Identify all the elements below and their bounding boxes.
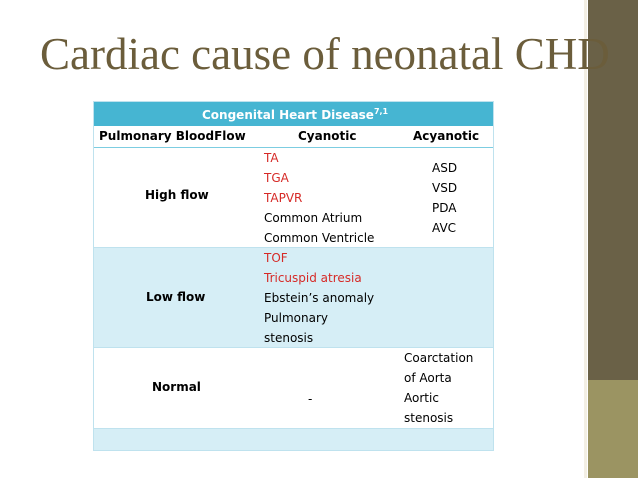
table-banner: [94, 102, 493, 126]
sidebar-accent-block: [588, 380, 638, 478]
cyanotic-item-tapvr: TAPVR: [264, 191, 303, 205]
cyanotic-item-stenosis: stenosis: [264, 331, 314, 345]
table-row-low-flow: [94, 248, 493, 348]
high-flow-acyanotic-list: [432, 158, 457, 238]
row-label-normal: Normal: [152, 380, 201, 394]
cyanotic-item-tga: TGA: [264, 171, 289, 185]
acyanotic-item-coarctation: Coarctation: [404, 351, 474, 365]
normal-acyanotic-list: [404, 348, 473, 428]
high-flow-cyanotic-list: [264, 148, 374, 248]
chd-table: [93, 101, 494, 451]
cyanotic-item-common-ventricle: Common Ventricle: [264, 231, 375, 245]
header-pulmonary-blood-flow: Pulmonary BloodFlow: [99, 129, 246, 143]
cyanotic-item-ebsteins-anomaly: Ebstein’s anomaly: [264, 291, 375, 305]
table-banner-superscript: 7,1: [373, 107, 389, 116]
row-label-high-flow: High flow: [145, 188, 209, 202]
acyanotic-item-aortic: Aortic: [404, 391, 439, 405]
acyanotic-item-of-aorta: of Aorta: [404, 371, 452, 385]
acyanotic-item-aortic-stenosis: stenosis: [404, 411, 454, 425]
acyanotic-item-pda: PDA: [432, 201, 457, 215]
acyanotic-item-vsd: VSD: [432, 181, 458, 195]
acyanotic-item-avc: AVC: [432, 221, 457, 235]
table-header-row: [94, 126, 493, 148]
acyanotic-item-asd: ASD: [432, 161, 458, 175]
slide-title: Cardiac cause of neonatal CHD: [40, 29, 610, 79]
table-footer-row: [94, 429, 493, 450]
table-row-normal: [94, 348, 493, 429]
low-flow-cyanotic-list: [264, 248, 374, 348]
table-row-high-flow: [94, 148, 493, 248]
table-banner-text: [202, 107, 388, 122]
table-banner-label: Congenital Heart Disease: [202, 108, 374, 122]
cyanotic-item-ta: TA: [264, 151, 279, 165]
cyanotic-item-tof: TOF: [264, 251, 288, 265]
cyanotic-item-pulmonary: Pulmonary: [264, 311, 328, 325]
header-acyanotic: Acyanotic: [413, 129, 480, 143]
header-cyanotic: Cyanotic: [298, 129, 357, 143]
cyanotic-item-tricuspid-atresia: Tricuspid atresia: [264, 271, 362, 285]
normal-cyanotic-value: -: [308, 392, 313, 406]
row-label-low-flow: Low flow: [146, 290, 206, 304]
cyanotic-item-common-atrium: Common Atrium: [264, 211, 363, 225]
